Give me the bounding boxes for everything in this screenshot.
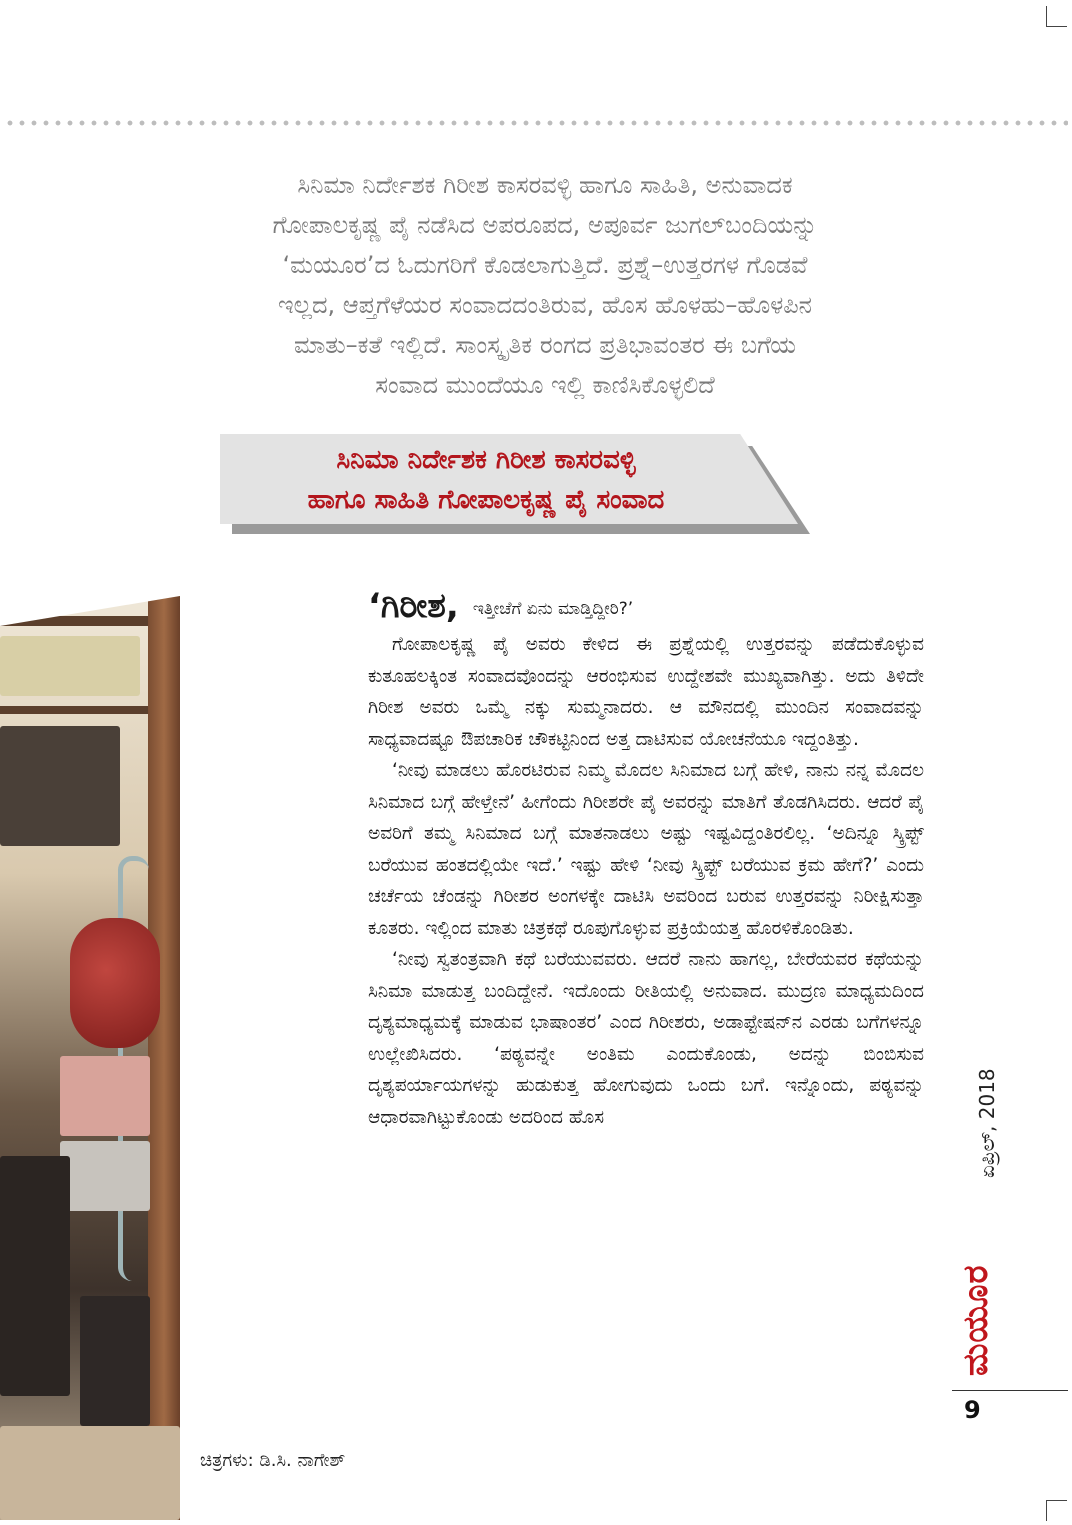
banner-title — [226, 440, 746, 520]
crop-mark-bottom — [1046, 1500, 1067, 1521]
interview-photo — [0, 596, 180, 1520]
article-paragraph: ‘ನೀವು ಸ್ವತಂತ್ರವಾಗಿ ಕಥೆ ಬರೆಯುವವರು. ಆದರೆ ನಾನು ಹಾಗಲ್ಲ, ಬೇರೆಯವರ ಕಥೆಯನ್ನು ಸಿನಿಮಾ ಮಾಡುತ್ತ ಬಂದಿದ್ದೇನೆ. ಇದೊಂದು ರೀತಿಯಲ್ಲಿ ಅನುವಾದ. ಮುದ್ರಣ ಮಾಧ್ಯಮದಿಂದ ದೃಶ್ಯಮಾಧ್ಯಮಕ್ಕೆ ಮಾಡುವ ಭಾಷಾಂತರ’ ಎಂದ ಗಿರೀಶರು, ಅಡಾಪ್ಟೇಷನ್‌ನ ಎರಡು ಬಗೆಗಳನ್ನೂ ಉಲ್ಲೇಖಿಸಿದರು. ‘ಪಠ್ಯವನ್ನೇ ಅಂತಿಮ ಎಂದುಕೊಂಡು, ಅದನ್ನು ಬಿಂಬಿಸುವ ದೃಶ್ಯಪರ್ಯಾಯಗಳನ್ನು ಹುಡುಕುತ್ತ ಹೋಗುವುದು ಒಂದು ಬಗೆ. ಇನ್ನೊಂದು, ಪಠ್ಯವನ್ನು ಆಧಾರವಾಗಿಟ್ಟುಕೊಂಡು ಅದರಿಂದ ಹೊಸ — [368, 949, 924, 1128]
photo-box — [60, 1056, 150, 1136]
crop-mark-top — [1046, 6, 1067, 27]
page-rule — [952, 1390, 1068, 1391]
intro-text — [150, 165, 940, 405]
dotted-divider — [4, 119, 1068, 127]
photo-desk — [0, 1426, 180, 1520]
photo-box — [80, 1296, 150, 1426]
article-lead — [368, 586, 924, 629]
intro-line: ಸಿನಿಮಾ ನಿರ್ದೇಶಕ ಗಿರೀಶ ಕಾಸರವಳ್ಳಿ ಹಾಗೂ ಸಾಹಿತಿ, ಅನುವಾದಕ — [297, 171, 793, 199]
photo-box — [0, 636, 140, 696]
article-paragraph: ಗೋಪಾಲಕೃಷ್ಣ ಪೈ ಅವರು ಕೇಳಿದ ಈ ಪ್ರಶ್ನೆಯಲ್ಲಿ ಉತ್ತರವನ್ನು ಪಡೆದುಕೊಳ್ಳುವ ಕುತೂಹಲಕ್ಕಿಂತ ಸಂವಾದವೊಂದನ್ನು ಆರಂಭಿಸುವ ಉದ್ದೇಶವೇ ಮುಖ್ಯವಾಗಿತ್ತು. ಅದು ತಿಳಿದೇ ಗಿರೀಶ ಅವರು ಒಮ್ಮೆ ನಕ್ಕು ಸುಮ್ಮನಾದರು. ಆ ಮೌನದಲ್ಲಿ ಮುಂದಿನ ಸಂವಾದವನ್ನು ಸಾಧ್ಯವಾದಷ್ಟೂ ಔಪಚಾರಿಕ ಚೌಕಟ್ಟಿನಿಂದ ಅತ್ತ ದಾಟಿಸುವ ಯೋಚನೆಯೂ ಇದ್ದಂತಿತ್ತು. — [368, 634, 924, 750]
photo-box — [0, 726, 120, 846]
photo-drum — [70, 918, 160, 1048]
intro-line: ಸಂವಾದ ಮುಂದೆಯೂ ಇಲ್ಲಿ ಕಾಣಿಸಿಕೊಳ್ಳಲಿದೆ — [375, 371, 715, 399]
photo-post — [148, 596, 180, 1520]
page-number: 9 — [964, 1396, 981, 1424]
photo-credit: ಚಿತ್ರಗಳು: ಡಿ.ಸಿ. ನಾಗೇಶ್ — [200, 1450, 346, 1471]
article-body — [368, 586, 924, 1133]
lead-name: ‘ಗಿರೀಶ, — [368, 586, 459, 626]
banner-line: ಸಿನಿಮಾ ನಿರ್ದೇಶಕ ಗಿರೀಶ ಕಾಸರವಳ್ಳಿ — [336, 445, 636, 475]
magazine-logo: ಮಯೂರ — [956, 1264, 996, 1376]
photo-box — [0, 1156, 70, 1396]
lead-question: ಇತ್ತೀಚೆಗೆ ಏನು ಮಾಡ್ತಿದ್ದೀರಿ?’ — [472, 599, 634, 619]
article-paragraph: ‘ನೀವು ಮಾಡಲು ಹೊರಟಿರುವ ನಿಮ್ಮ ಮೊದಲ ಸಿನಿಮಾದ ಬಗ್ಗೆ ಹೇಳಿ, ನಾನು ನನ್ನ ಮೊದಲ ಸಿನಿಮಾದ ಬಗ್ಗೆ ಹೇಳ್ತೇನೆ’ ಹೀಗೆಂದು ಗಿರೀಶರೇ ಪೈ ಅವರನ್ನು ಮಾತಿಗೆ ತೊಡಗಿಸಿದರು. ಆದರೆ ಪೈ ಅವರಿಗೆ ತಮ್ಮ ಸಿನಿಮಾದ ಬಗ್ಗೆ ಮಾತನಾಡಲು ಅಷ್ಟು ಇಷ್ಟವಿದ್ದಂತಿರಲಿಲ್ಲ. ‘ಅದಿನ್ನೂ ಸ್ಕ್ರಿಪ್ಟ್ ಬರೆಯುವ ಹಂತದಲ್ಲಿಯೇ ಇದೆ.’ ಇಷ್ಟು ಹೇಳಿ ‘ನೀವು ಸ್ಕ್ರಿಪ್ಟ್ ಬರೆಯುವ ಕ್ರಮ ಹೇಗೆ?’ ಎಂದು ಚರ್ಚೆಯ ಚೆಂಡನ್ನು ಗಿರೀಶರ ಅಂಗಳಕ್ಕೇ ದಾಟಿಸಿ ಅವರಿಂದ ಬರುವ ಉತ್ತರವನ್ನು ನಿರೀಕ್ಷಿಸುತ್ತಾ ಕೂತರು. ಇಲ್ಲಿಂದ ಮಾತು ಚಿತ್ರಕಥೆ ರೂಪುಗೊಳ್ಳುವ ಪ್ರಕ್ರಿಯೆಯತ್ತ ಹೊರಳಿಕೊಂಡಿತು. — [368, 760, 924, 939]
banner-line: ಹಾಗೂ ಸಾಹಿತಿ ಗೋಪಾಲಕೃಷ್ಣ ಪೈ ಸಂವಾದ — [307, 485, 665, 515]
intro-line: ಇಲ್ಲದ, ಆಪ್ತಗೆಳೆಯರ ಸಂವಾದದಂತಿರುವ, ಹೊಸ ಹೊಳಹು–ಹೊಳಪಿನ — [278, 291, 812, 319]
intro-line: ಮಾತು–ಕತೆ ಇಲ್ಲಿದೆ. ಸಾಂಸ್ಕೃತಿಕ ರಂಗದ ಪ್ರತಿಭಾವಂತರ ಈ ಬಗೆಯ — [294, 331, 796, 359]
issue-date: ಏಪ್ರಿಲ್, 2018 — [975, 1068, 999, 1178]
intro-line: ಗೋಪಾಲಕೃಷ್ಣ ಪೈ ನಡೆಸಿದ ಅಪರೂಪದ, ಅಪೂರ್ವ ಜುಗಲ್‌ಬಂದಿಯನ್ನು — [272, 211, 818, 239]
intro-line: ‘ಮಯೂರ’ದ ಓದುಗರಿಗೆ ಕೊಡಲಾಗುತ್ತಿದೆ. ಪ್ರಶ್ನೆ–ಉತ್ತರಗಳ ಗೊಡವೆ — [282, 251, 808, 279]
photo-box — [60, 1141, 150, 1211]
